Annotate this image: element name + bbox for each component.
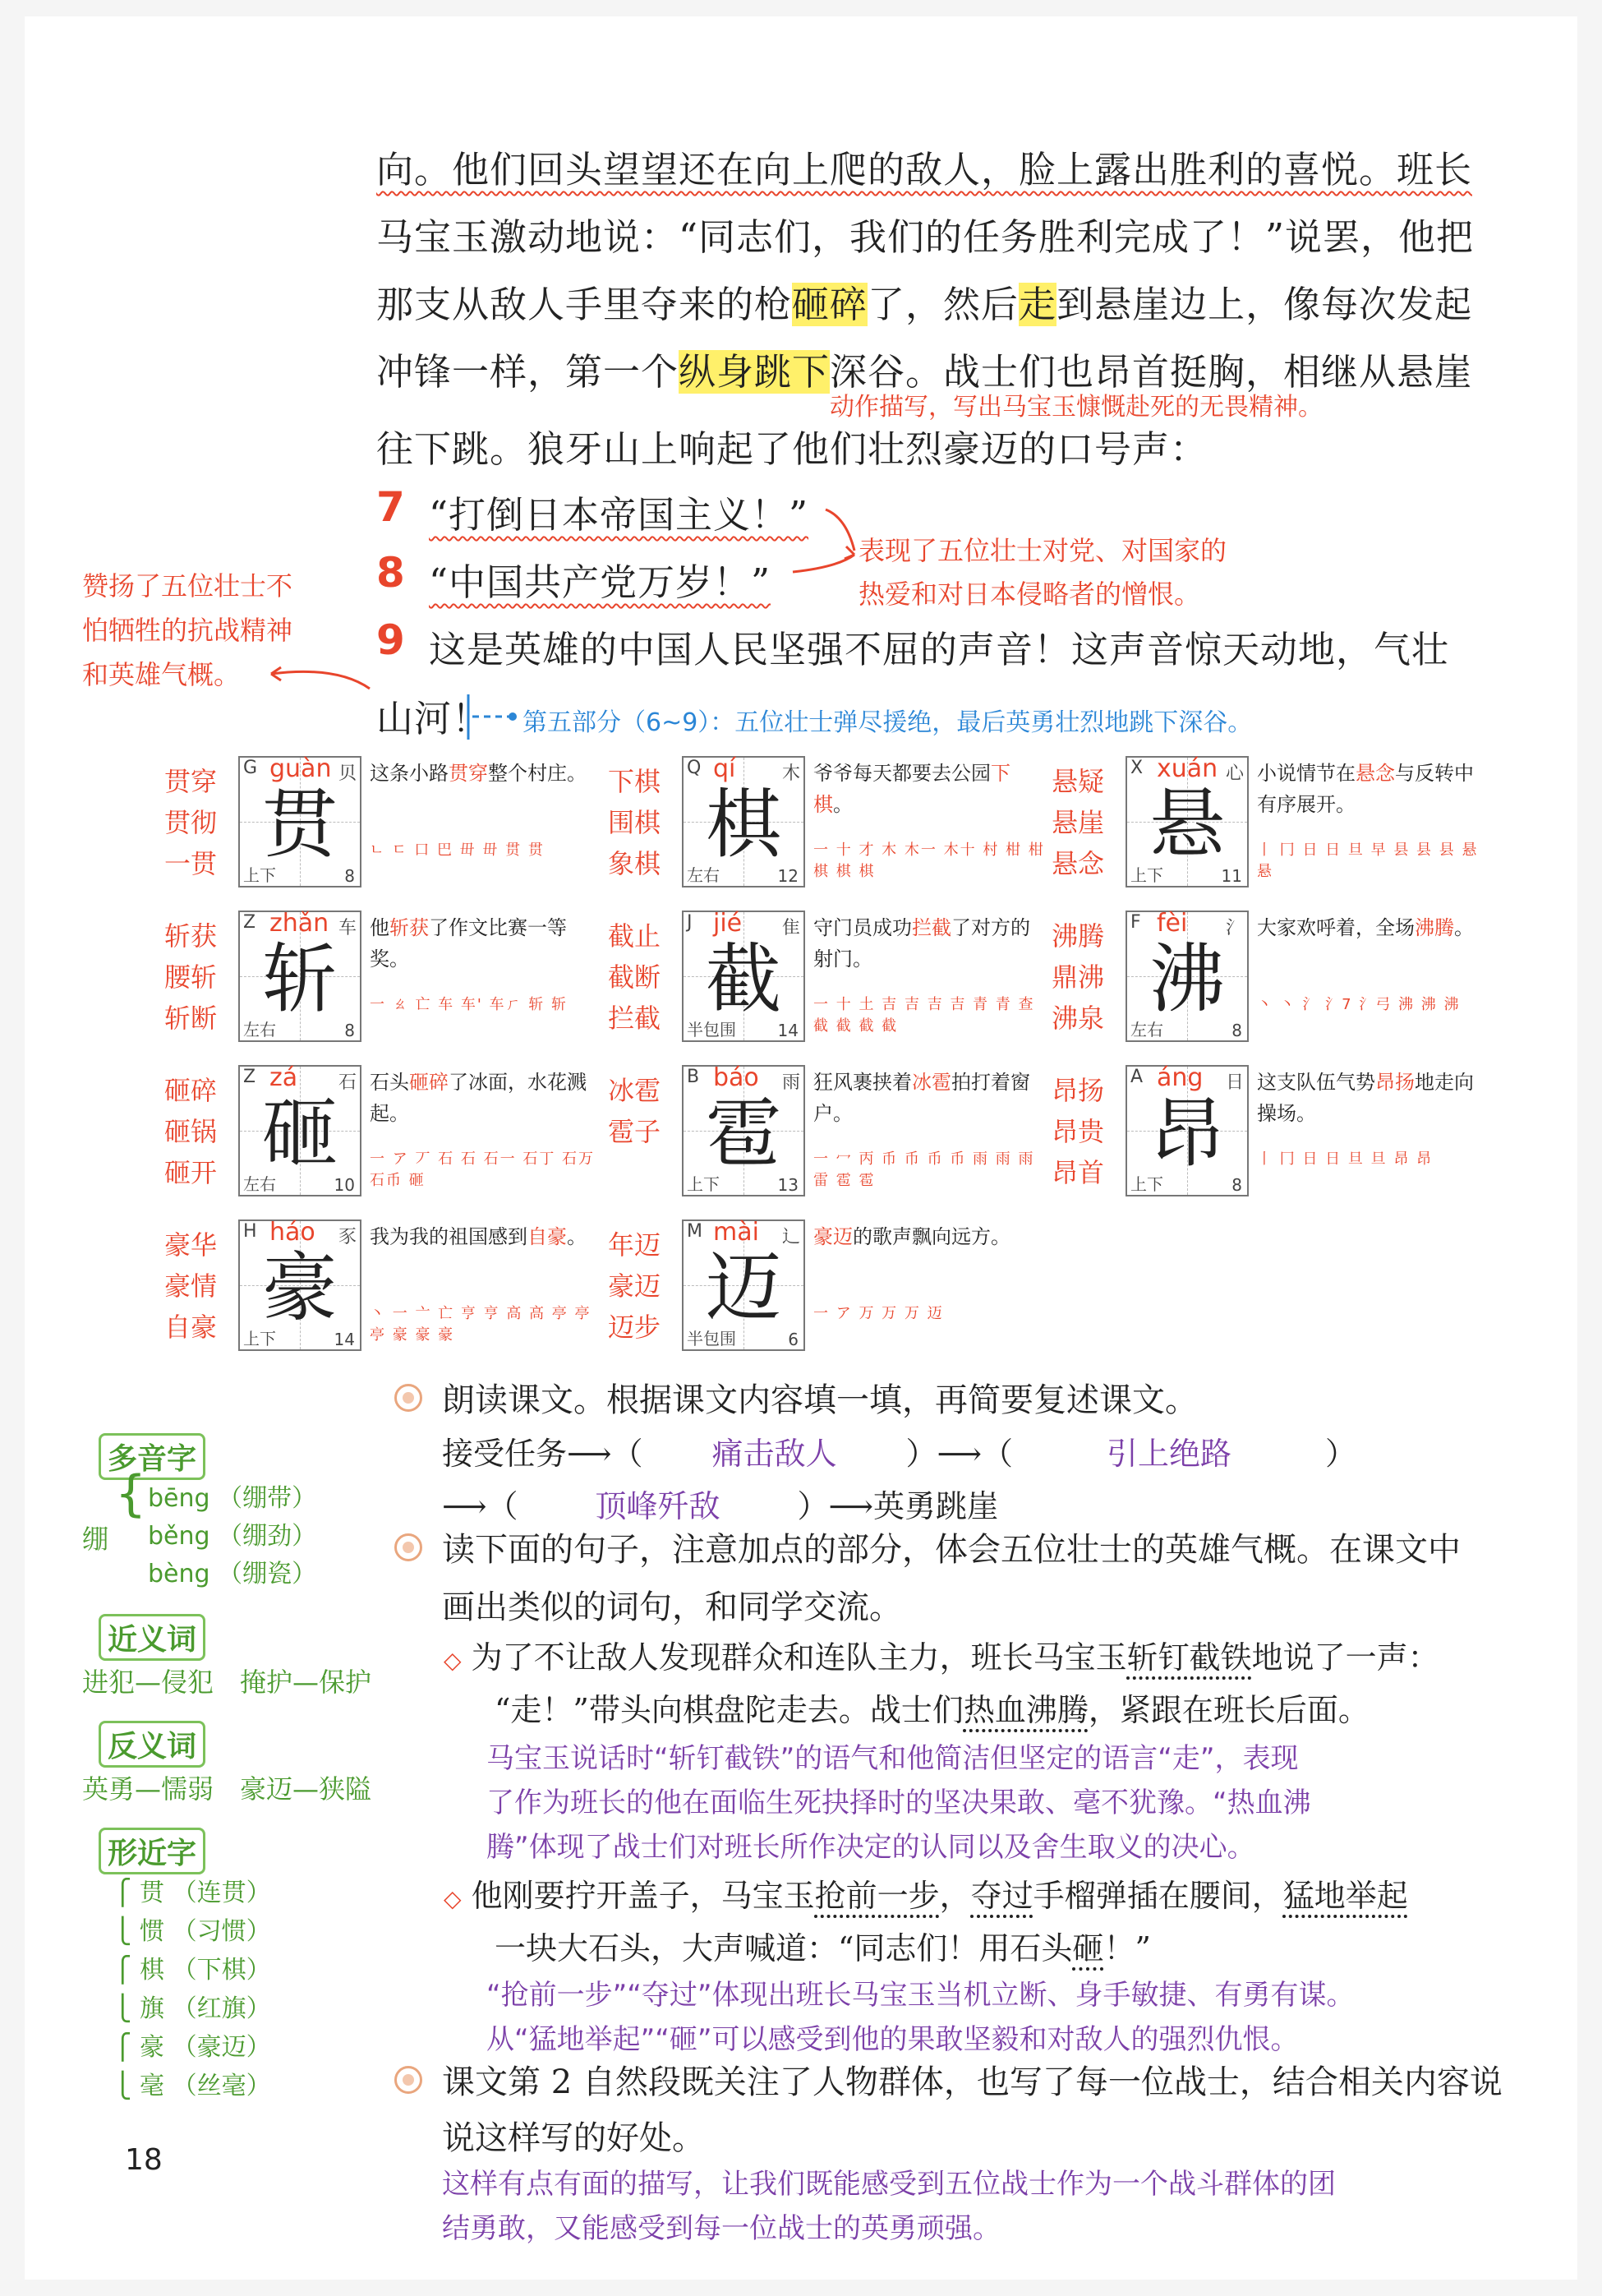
similar-char-item: ⎩ 惯 （习惯） xyxy=(113,1917,271,1946)
stroke-count: 13 xyxy=(777,1175,799,1195)
stroke-count: 6 xyxy=(788,1330,799,1349)
para-7: “打倒日本帝国主义！” xyxy=(429,493,809,537)
radical: 辶 xyxy=(781,1227,800,1247)
stroke-count: 8 xyxy=(1231,1021,1242,1040)
vocab-word: 截止 xyxy=(608,920,661,952)
passage-line-3: 那支从敌人手里夺来的枪砸碎了，然后走到悬崖边上，像每次发起 xyxy=(376,283,1473,326)
exercise-icon-1 xyxy=(394,1384,422,1412)
q1-line-2: ⟶（ 顶峰歼敌 ）⟶英勇跳崖 xyxy=(442,1481,998,1526)
polyphone-tag: 多音字 xyxy=(99,1433,205,1480)
vocab-character: 截 xyxy=(705,935,781,1023)
stroke-count: 8 xyxy=(1231,1175,1242,1195)
vocab-card xyxy=(608,1219,1052,1366)
radical: 豕 xyxy=(338,1227,357,1247)
synonym-text: 进犯—侵犯 掩护—保护 xyxy=(82,1667,372,1698)
vocab-words xyxy=(608,1224,674,1348)
polyphone-brace: { xyxy=(115,1465,147,1523)
highlight-zou: 走 xyxy=(1019,283,1057,326)
vocab-words xyxy=(1052,915,1117,1039)
q1-line-1: 接受任务⟶（ 痛击敌人 ）⟶（ 引上绝路 ） xyxy=(442,1428,1356,1473)
vocab-card xyxy=(1052,756,1495,902)
stroke-order: 一 ア 丆 石 石 石一 石丁 石万 石币 砸 xyxy=(370,1150,596,1189)
radical: 隹 xyxy=(781,918,800,938)
stroke-count: 12 xyxy=(777,866,799,886)
vocab-character: 雹 xyxy=(705,1090,781,1178)
vocab-word: 沸腾 xyxy=(1052,920,1105,952)
q3-prompt-1: 课文第 2 自然段既关注了人物群体，也写了每一位战士，结合相关内容说 xyxy=(442,2063,1503,2101)
pinyin: háo xyxy=(269,1218,315,1247)
vocab-word: 斩获 xyxy=(164,920,218,952)
structure: 半包围 xyxy=(687,1329,736,1349)
q2-answer-2-line-2: 从“猛地举起”“砸”可以感受到他的果敢坚毅和对敌人的强烈仇恨。 xyxy=(486,2023,1299,2056)
q1-prompt: 朗读课文。根据课文内容填一填，再简要复述课文。 xyxy=(442,1381,1198,1419)
char-box xyxy=(238,756,361,888)
q2-sentence-1a: ◇ 为了不让敌人发现群众和连队主力，班长马宝玉斩钉截铁地说了一声： xyxy=(444,1639,1439,1676)
q2-sentence-1b: “走！”带头向棋盘陀走去。战士们热血沸腾，紧跟在班长后面。 xyxy=(495,1692,1370,1728)
index-letter: X xyxy=(1130,758,1144,778)
vocab-word: 雹子 xyxy=(608,1116,661,1147)
example-sentence: 他斩获了作文比赛一等奖。 xyxy=(370,916,567,970)
vocab-words xyxy=(608,915,674,1039)
stroke-order: 一 ㄠ 亡 车 车' 车ㄏ 斩 斩 xyxy=(370,996,568,1013)
example-sentence: 这支队伍气势昂扬地走向操场。 xyxy=(1257,1071,1474,1125)
vocab-character: 昂 xyxy=(1149,1090,1225,1178)
stroke-count: 10 xyxy=(334,1175,355,1195)
example-sentence: 小说情节在悬念与反转中有序展开。 xyxy=(1257,762,1474,816)
vocab-word: 截断 xyxy=(608,961,661,993)
index-letter: A xyxy=(1130,1067,1144,1087)
passage-line-1: 向。他们回头望望还在向上爬的敌人，脸上露出胜利的喜悦。班长 xyxy=(376,148,1473,191)
vocab-word: 贯穿 xyxy=(164,766,218,797)
vocab-word: 砸锅 xyxy=(164,1116,218,1147)
example-sentence: 我为我的祖国感到自豪。 xyxy=(370,1225,587,1248)
vocab-word: 冰雹 xyxy=(608,1075,661,1106)
q2-answer-1-line-3: 腾”体现了战士们对班长所作决定的认同以及舍生取义的决心。 xyxy=(486,1831,1255,1864)
vocab-word: 自豪 xyxy=(164,1312,218,1343)
vocab-word: 昂贵 xyxy=(1052,1116,1105,1147)
q3-answer-line-2: 结勇敢，又能感受到每一位战士的英勇顽强。 xyxy=(442,2212,1001,2245)
vocab-words xyxy=(1052,761,1117,884)
vocab-character: 棋 xyxy=(705,781,781,869)
vocab-card xyxy=(608,911,1052,1057)
radical: 日 xyxy=(1225,1072,1244,1093)
q2-prompt-1: 读下面的句子，注意加点的部分，体会五位壮士的英雄气概。在课文中 xyxy=(442,1531,1461,1569)
similar-char-item: ⎧ 豪 （豪迈） xyxy=(113,2033,271,2062)
vocab-word: 下棋 xyxy=(608,766,661,797)
q2-sentence-2b: 一块大石头，大声喊道：“同志们！用石头砸！” xyxy=(495,1930,1151,1966)
vocab-word: 悬念 xyxy=(1052,848,1105,879)
vocab-card xyxy=(608,756,1052,902)
polyphone-item: bēng （绷带） xyxy=(148,1484,317,1513)
vocab-words xyxy=(164,1224,230,1348)
exercise-icon-3 xyxy=(394,2066,422,2094)
para-number-9: 9 xyxy=(376,616,405,664)
structure: 左右 xyxy=(243,1020,276,1040)
vocab-word: 悬崖 xyxy=(1052,807,1105,838)
radical: 贝 xyxy=(338,763,357,784)
vocab-word: 腰斩 xyxy=(164,961,218,993)
vocab-words xyxy=(1052,1070,1117,1193)
structure: 左右 xyxy=(243,1174,276,1194)
note-praise-1: 赞扬了五位壮士不 xyxy=(82,570,293,602)
index-letter: H xyxy=(243,1221,257,1242)
q2-answer-1-line-1: 马宝玉说话时“斩钉截铁”的语气和他简洁但坚定的语言“走”，表现 xyxy=(486,1742,1299,1775)
structure: 上下 xyxy=(1130,865,1163,885)
vocab-character: 悬 xyxy=(1149,781,1225,869)
vocab-card xyxy=(1052,1065,1495,1211)
para-number-8: 8 xyxy=(376,549,405,597)
index-letter: Z xyxy=(243,1067,256,1087)
example-sentence: 这条小路贯穿整个村庄。 xyxy=(370,762,587,785)
vocab-word: 昂扬 xyxy=(1052,1075,1105,1106)
stroke-count: 8 xyxy=(344,866,355,886)
note-loyalty-2: 热爱和对日本侵略者的憎恨。 xyxy=(859,579,1201,610)
pinyin: fèi xyxy=(1157,909,1188,938)
stroke-order: 丨 冂 日 日 旦 早 县 县 县 悬 悬 xyxy=(1257,841,1479,880)
radical: 雨 xyxy=(781,1072,800,1093)
similar-char-item: ⎩ 毫 （丝毫） xyxy=(113,2072,271,2100)
vocab-card xyxy=(1052,911,1495,1057)
radical: 氵 xyxy=(1225,918,1244,938)
example-sentence: 大家欢呼着，全场沸腾。 xyxy=(1257,916,1474,939)
q1-answer-1: 痛击敌人 xyxy=(711,1436,837,1472)
index-letter: M xyxy=(687,1221,702,1242)
polyphone-char: 绷 xyxy=(82,1524,109,1555)
vocab-word: 砸开 xyxy=(164,1157,218,1188)
vocab-card xyxy=(164,756,608,902)
index-letter: F xyxy=(1130,912,1141,933)
vocab-word: 砸碎 xyxy=(164,1075,218,1106)
index-letter: G xyxy=(243,758,258,778)
example-sentence: 守门员成功拦截了对方的射门。 xyxy=(813,916,1030,970)
structure: 上下 xyxy=(687,1174,720,1194)
stroke-count: 14 xyxy=(777,1021,799,1040)
page-number: 18 xyxy=(125,2143,163,2177)
stroke-order: 丨 冂 日 日 旦 旦 昂 昂 xyxy=(1257,1150,1434,1168)
index-letter: J xyxy=(687,912,693,933)
stroke-order: 丶 丶 氵 氵7 氵弓 沸 沸 沸 xyxy=(1257,996,1461,1013)
similar-char-item: ⎧ 棋 （下棋） xyxy=(113,1956,271,1985)
polyphone-item: běng （绷劲） xyxy=(148,1522,317,1551)
q2-prompt-2: 画出类似的词句，和同学交流。 xyxy=(442,1588,902,1626)
pinyin: guàn xyxy=(269,754,332,783)
example-sentence: 豪迈的歌声飘向远方。 xyxy=(813,1225,1010,1248)
para-9-end: 山河！ xyxy=(376,697,490,740)
para-9: 这是英雄的中国人民坚强不屈的声音！这声音惊天动地，气壮 xyxy=(429,628,1450,671)
stroke-order: 一 十 土 吉 吉 吉 吉 青 青 查 截 截 截 截 xyxy=(813,996,1035,1035)
q2-answer-1-line-2: 了作为班长的他在面临生死抉择时的坚决果敢、毫不犹豫。“热血沸 xyxy=(486,1787,1311,1819)
passage-line-4: 冲锋一样，第一个纵身跳下深谷。战士们也昂首挺胸，相继从悬崖 xyxy=(376,350,1473,394)
char-box xyxy=(1126,756,1249,888)
structure: 半包围 xyxy=(687,1020,736,1040)
char-box xyxy=(682,911,805,1042)
char-box xyxy=(238,1065,361,1196)
highlight-zongshen: 纵身跳下 xyxy=(679,350,831,394)
stroke-order: 一 ア 万 万 万 迈 xyxy=(813,1305,944,1322)
stroke-count: 11 xyxy=(1221,866,1242,886)
stroke-count: 14 xyxy=(334,1330,355,1349)
structure: 上下 xyxy=(1130,1174,1163,1194)
vocab-word: 贯彻 xyxy=(164,807,218,838)
antonym-tag: 反义词 xyxy=(99,1721,205,1768)
note-praise-2: 怕牺牲的抗战精神 xyxy=(82,615,293,646)
note-action: 动作描写，写出马宝玉慷慨赴死的无畏精神。 xyxy=(830,393,1323,422)
vocab-word: 围棋 xyxy=(608,807,661,838)
vocab-character: 豪 xyxy=(261,1244,338,1332)
vocab-word: 斩断 xyxy=(164,1003,218,1034)
pinyin: mài xyxy=(713,1218,759,1247)
q3-answer-line-1: 这样有点有面的描写，让我们既能感受到五位战士作为一个战斗群体的团 xyxy=(442,2168,1336,2201)
vocab-card xyxy=(608,1065,1052,1211)
vocab-character: 斩 xyxy=(261,935,338,1023)
para-number-7: 7 xyxy=(376,483,405,531)
structure: 左右 xyxy=(687,865,720,885)
textbook-page xyxy=(25,16,1577,2280)
stroke-order: 丶 一 亠 亡 亨 亨 高 高 亭 亭 亭 豪 豪 豪 xyxy=(370,1305,592,1344)
vocab-word: 悬疑 xyxy=(1052,766,1105,797)
index-letter: Z xyxy=(243,912,256,933)
vocab-words xyxy=(164,915,230,1039)
vocab-card xyxy=(164,911,608,1057)
structure: 上下 xyxy=(243,1329,276,1349)
index-letter: Q xyxy=(687,758,702,778)
pinyin: zá xyxy=(269,1063,298,1092)
antonym-text: 英勇—懦弱 豪迈—狭隘 xyxy=(82,1773,372,1805)
vocab-character: 迈 xyxy=(705,1244,781,1332)
char-box xyxy=(238,1219,361,1351)
q1-answer-2: 引上绝路 xyxy=(1106,1436,1231,1472)
q2-answer-2-line-1: “抢前一步”“夺过”体现出班长马宝玉当机立断、身手敏捷、有勇有谋。 xyxy=(486,1979,1355,2012)
char-box xyxy=(238,911,361,1042)
vocab-character: 沸 xyxy=(1149,935,1225,1023)
vocab-word: 迈步 xyxy=(608,1312,661,1343)
structure: 上下 xyxy=(243,865,276,885)
similar-char-item: ⎩ 旗 （红旗） xyxy=(113,1994,271,2023)
note-part5: 第五部分（6~9）：五位壮士弹尽援绝，最后英勇壮烈地跳下深谷。 xyxy=(522,708,1253,737)
highlight-zasui: 砸碎 xyxy=(792,283,868,326)
vocab-word: 拦截 xyxy=(608,1003,661,1034)
vocab-word: 年迈 xyxy=(608,1229,661,1261)
pinyin: áng xyxy=(1157,1063,1204,1092)
passage-line-2: 马宝玉激动地说：“同志们，我们的任务胜利完成了！”说罢，他把 xyxy=(376,215,1475,259)
radical: 石 xyxy=(338,1072,357,1093)
char-box xyxy=(1126,911,1249,1042)
vocab-character: 贯 xyxy=(261,781,338,869)
pinyin: qí xyxy=(713,754,736,783)
vocab-word: 豪华 xyxy=(164,1229,218,1261)
vocab-word: 象棋 xyxy=(608,848,661,879)
vocab-card xyxy=(164,1219,608,1366)
passage-line-5: 往下跳。狼牙山上响起了他们壮烈豪迈的口号声： xyxy=(376,427,1208,471)
vocab-word: 豪情 xyxy=(164,1270,218,1302)
exercise-icon-2 xyxy=(394,1533,422,1561)
vocab-word: 一贯 xyxy=(164,848,218,879)
example-sentence: 狂风裹挟着冰雹拍打着窗户。 xyxy=(813,1071,1030,1125)
vocab-word: 昂首 xyxy=(1052,1157,1105,1188)
example-sentence: 石头砸碎了冰面，水花溅起。 xyxy=(370,1071,587,1125)
vocab-words xyxy=(608,761,674,884)
pinyin: báo xyxy=(713,1063,759,1092)
example-sentence: 爷爷每天都要去公园下棋。 xyxy=(813,762,1010,816)
char-box xyxy=(682,756,805,888)
char-box xyxy=(1126,1065,1249,1196)
radical: 心 xyxy=(1225,763,1244,784)
index-letter: B xyxy=(687,1067,700,1087)
char-box xyxy=(682,1065,805,1196)
vocab-card xyxy=(164,1065,608,1211)
radical: 木 xyxy=(781,763,800,784)
char-box xyxy=(682,1219,805,1351)
vocab-word: 沸泉 xyxy=(1052,1003,1105,1034)
vocab-words xyxy=(608,1070,674,1152)
stroke-order: 一 十 才 木 木一 木十 村 柑 柑 棋 棋 棋 xyxy=(813,841,1045,880)
note-loyalty-1: 表现了五位壮士对党、对国家的 xyxy=(859,535,1227,566)
para-8: “中国共产党万岁！” xyxy=(429,560,771,604)
vocab-character: 砸 xyxy=(261,1090,338,1178)
stroke-order: 一 冖 丙 币 币 币 币 雨 雨 雨 雷 雹 雹 xyxy=(813,1150,1035,1189)
vocab-word: 豪迈 xyxy=(608,1270,661,1302)
note-praise-3: 和英雄气概。 xyxy=(82,659,241,690)
q2-sentence-2a: ◇ 他刚要拧开盖子，马宝玉抢前一步，夺过手榴弹插在腰间，猛地举起 xyxy=(444,1878,1408,1914)
vocab-words xyxy=(164,1070,230,1193)
stroke-count: 8 xyxy=(344,1021,355,1040)
similar-char-tag: 形近字 xyxy=(99,1828,205,1874)
q1-answer-3: 顶峰歼敌 xyxy=(595,1488,720,1524)
radical: 车 xyxy=(338,918,357,938)
synonym-tag: 近义词 xyxy=(99,1614,205,1661)
pinyin: jié xyxy=(713,909,743,938)
polyphone-item: bèng （绷瓷） xyxy=(148,1560,317,1588)
stroke-order: ㄴ ㄷ 口 巴 毌 毌 贯 贯 xyxy=(370,841,545,859)
pinyin: xuán xyxy=(1157,754,1218,783)
pinyin: zhǎn xyxy=(269,909,329,938)
structure: 左右 xyxy=(1130,1020,1163,1040)
q3-prompt-2: 说这样写的好处。 xyxy=(442,2119,705,2157)
similar-char-item: ⎧ 贯 （连贯） xyxy=(113,1879,271,1907)
vocab-words xyxy=(164,761,230,884)
vocab-word: 鼎沸 xyxy=(1052,961,1105,993)
